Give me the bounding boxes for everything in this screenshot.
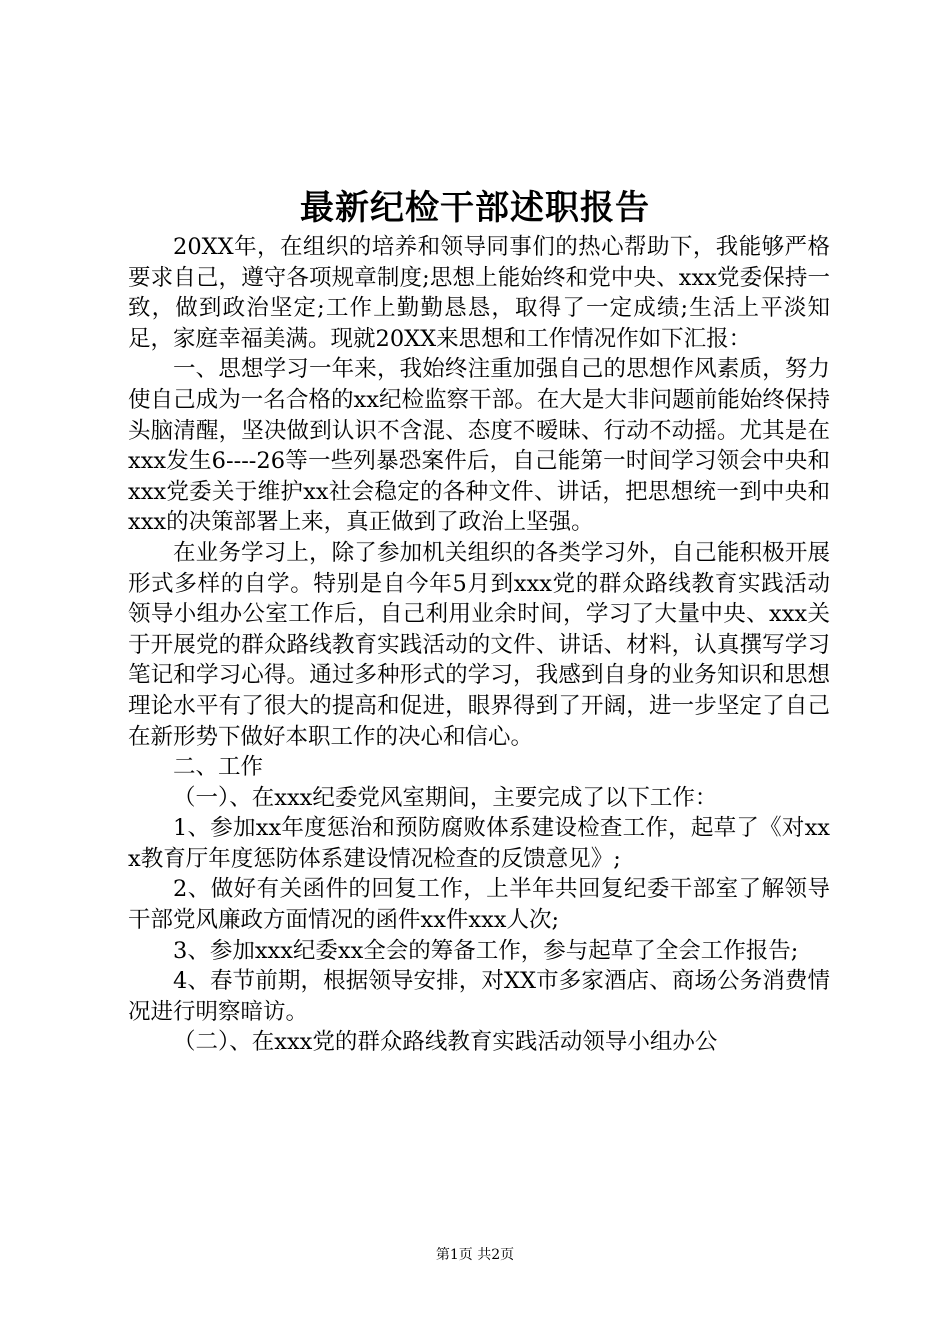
document-body xyxy=(128,232,830,1058)
heading-section-2-work: 二、工作 xyxy=(173,754,264,781)
list-item-3: 3、参加xxx纪委xx全会的筹备工作，参与起草了全会工作报告; xyxy=(173,937,799,964)
list-item-1: 1、参加xx年度惩治和预防腐败体系建设检查工作，起草了《对xxx教育厅年度惩防体系建设情况检查的反馈意见》; xyxy=(128,815,830,872)
paragraph-intro: 20XX年，在组织的培养和领导同事们的热心帮助下，我能够严格要求自己，遵守各项规章制度;思想上能始终和党中央、xxx党委保持一致，做到政治坚定;工作上勤勤恳恳，取得了一定成绩;生活上平淡知足，家庭幸福美满。现就20XX来思想和工作情况作如下汇报： xyxy=(128,234,830,352)
subheading-part-1: （一）、在xxx纪委党风室期间，主要完成了以下工作： xyxy=(173,784,718,811)
list-item-4: 4、春节前期，根据领导安排，对XX市多家酒店、商场公务消费情况进行明察暗访。 xyxy=(128,968,830,1025)
document-title: 最新纪检干部述职报告 xyxy=(300,188,650,228)
page-number-footer: 第1页 共2页 xyxy=(435,1247,515,1263)
paragraph-business-study: 在业务学习上，除了参加机关组织的各类学习外，自己能积极开展形式多样的自学。特别是自今年5月到xxx党的群众路线教育实践活动领导小组办公室工作后，自己利用业余时间，学习了大量中央、xxx关于开展党的群众路线教育实践活动的文件、讲话、材料，认真撰写学习笔记和学习心得。通过多种形式的学习，我感到自身的业务知识和思想理论水平有了很大的提高和促进，眼界得到了开阔，进一步坚定了自己在新形势下做好本职工作的决心和信心。 xyxy=(128,539,830,750)
paragraph-section-1-thought-study: 一、思想学习一年来，我始终注重加强自己的思想作风素质，努力使自己成为一名合格的xx纪检监察干部。在大是大非问题前能始终保持头脑清醒，坚决做到认识不含混、态度不暧昧、行动不动摇。尤其是在xxx发生6----26等一些列暴恐案件后，自己能第一时间学习领会中央和xxx党委关于维护xx社会稳定的各种文件、讲话，把思想统一到中央和xxx的决策部署上来，真正做到了政治上坚强。 xyxy=(128,356,830,536)
list-item-2: 2、做好有关函件的回复工作，上半年共回复纪委干部室了解领导干部党风廉政方面情况的函件xx件xxx人次; xyxy=(128,876,830,934)
subheading-part-2: （二）、在xxx党的群众路线教育实践活动领导小组办公 xyxy=(173,1029,718,1056)
